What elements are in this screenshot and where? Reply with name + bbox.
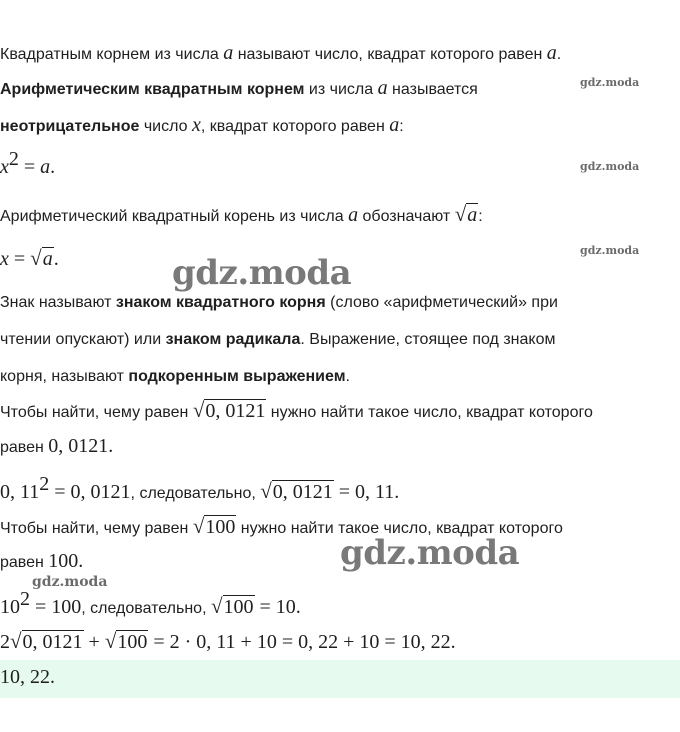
- sqrt-expression: √0, 0121: [192, 398, 266, 422]
- math-var: a: [40, 156, 51, 178]
- sqrt-expression: √100: [210, 594, 254, 618]
- watermark-small: gdz.moda: [32, 574, 108, 590]
- math-number: 2: [0, 631, 10, 653]
- text: Арифметический квадратный корень из числа: [0, 208, 349, 225]
- math-var: a: [348, 204, 359, 226]
- notation-line: [0, 203, 483, 228]
- watermark-large: gdz.moda: [172, 253, 352, 293]
- text: :: [478, 208, 483, 225]
- radical-line-3: [0, 366, 350, 388]
- math-var: x: [0, 248, 9, 270]
- text: , следовательно,: [130, 485, 261, 502]
- math-var: a: [223, 42, 234, 64]
- sqrt-expression: √100: [192, 514, 236, 538]
- radical-line-2: [0, 329, 555, 351]
- math-op: = 2 · 0, 11 + 10 = 0, 22 + 10 = 10, 22.: [148, 631, 456, 653]
- radicand: 100: [117, 631, 148, 653]
- radicand: 0, 0121: [272, 481, 333, 503]
- math-number: 0, 0121: [48, 435, 109, 457]
- math-op: = 10.: [254, 596, 301, 618]
- text: называют число, квадрат которого равен: [233, 46, 547, 63]
- text: :: [399, 118, 404, 135]
- sqrt-expression: √a: [30, 246, 53, 270]
- formula-4: [0, 588, 301, 620]
- definition-line-2: [0, 77, 478, 101]
- text: , квадрат которого равен: [200, 118, 390, 135]
- text: .: [556, 46, 562, 63]
- math-op: = 0, 11.: [333, 481, 400, 503]
- math-op: .: [78, 550, 84, 572]
- exponent: 2: [8, 148, 19, 170]
- math-op: .: [50, 156, 56, 178]
- math-var: a: [546, 42, 557, 64]
- bold-term: знаком радикала: [165, 331, 301, 348]
- text: корня, называют: [0, 368, 129, 385]
- math-number: 10: [0, 596, 20, 618]
- math-var: x: [191, 114, 201, 136]
- radicand: a: [467, 204, 478, 226]
- text: Квадратным корнем из числа: [0, 46, 224, 63]
- bold-term: подкоренным выражением: [128, 368, 346, 385]
- math-op: = 100: [30, 596, 82, 618]
- definition-line-1: [0, 42, 561, 66]
- formula-1: [0, 148, 56, 180]
- text: нужно найти такое число, квадрат которого: [266, 404, 593, 421]
- text: . Выражение, стоящее под знаком: [300, 331, 556, 348]
- radical-line-1: [0, 292, 558, 314]
- formula-5: [0, 630, 456, 655]
- text: называется: [387, 81, 478, 98]
- sqrt-expression: √0, 0121: [260, 479, 333, 503]
- text: равен: [0, 439, 49, 456]
- watermark-large: gdz.moda: [340, 533, 520, 573]
- radicand: a: [42, 248, 53, 270]
- sqrt-expression: √0, 0121: [10, 629, 83, 653]
- sqrt-expression: √a: [454, 202, 478, 226]
- math-var: a: [377, 77, 388, 99]
- text: равен: [0, 554, 49, 571]
- answer-value: 10, 22.: [0, 666, 55, 688]
- text: нужно найти такое число, квадрат которого: [236, 520, 563, 537]
- math-op: +: [83, 631, 105, 653]
- text: Знак называют: [0, 294, 116, 311]
- answer-block: [0, 660, 680, 698]
- text: из числа: [304, 81, 378, 98]
- bold-term: неотрицательное: [0, 118, 140, 135]
- math-op: .: [108, 435, 114, 457]
- math-var: x: [0, 156, 9, 178]
- math-var: a: [389, 114, 400, 136]
- text: обозначают: [358, 208, 455, 225]
- text: Чтобы найти, чему равен: [0, 404, 193, 421]
- text: (слово «арифметический» при: [325, 294, 558, 311]
- formula-2: [0, 247, 59, 272]
- text: число: [139, 118, 192, 135]
- bold-term: Арифметическим квадратным корнем: [0, 81, 305, 98]
- math-op: = 0, 0121: [49, 481, 131, 503]
- text: чтении опускают) или: [0, 331, 166, 348]
- example-2-line-2: [0, 550, 83, 574]
- sqrt-expression: √100: [104, 629, 148, 653]
- watermark-small: gdz.moda: [580, 160, 640, 173]
- math-op: =: [18, 156, 41, 178]
- math-number: 0, 11: [0, 481, 40, 503]
- exponent: 2: [39, 473, 50, 495]
- example-1-line-1: [0, 399, 593, 424]
- watermark-small: gdz.moda: [580, 76, 640, 89]
- radicand: 0, 0121: [22, 631, 83, 653]
- exponent: 2: [20, 588, 30, 610]
- example-1-line-2: [0, 435, 113, 459]
- radicand: 0, 0121: [205, 400, 266, 422]
- definition-line-3: [0, 114, 404, 138]
- math-op: =: [8, 248, 31, 270]
- radicand: 100: [223, 596, 254, 618]
- math-number: 100: [48, 550, 79, 572]
- text: .: [345, 368, 350, 385]
- bold-term: знаком квадратного корня: [115, 294, 326, 311]
- radicand: 100: [205, 516, 236, 538]
- formula-3: [0, 473, 400, 505]
- math-op: .: [53, 248, 59, 270]
- watermark-small: gdz.moda: [580, 244, 640, 257]
- text: , следовательно,: [81, 600, 211, 617]
- text: Чтобы найти, чему равен: [0, 520, 193, 537]
